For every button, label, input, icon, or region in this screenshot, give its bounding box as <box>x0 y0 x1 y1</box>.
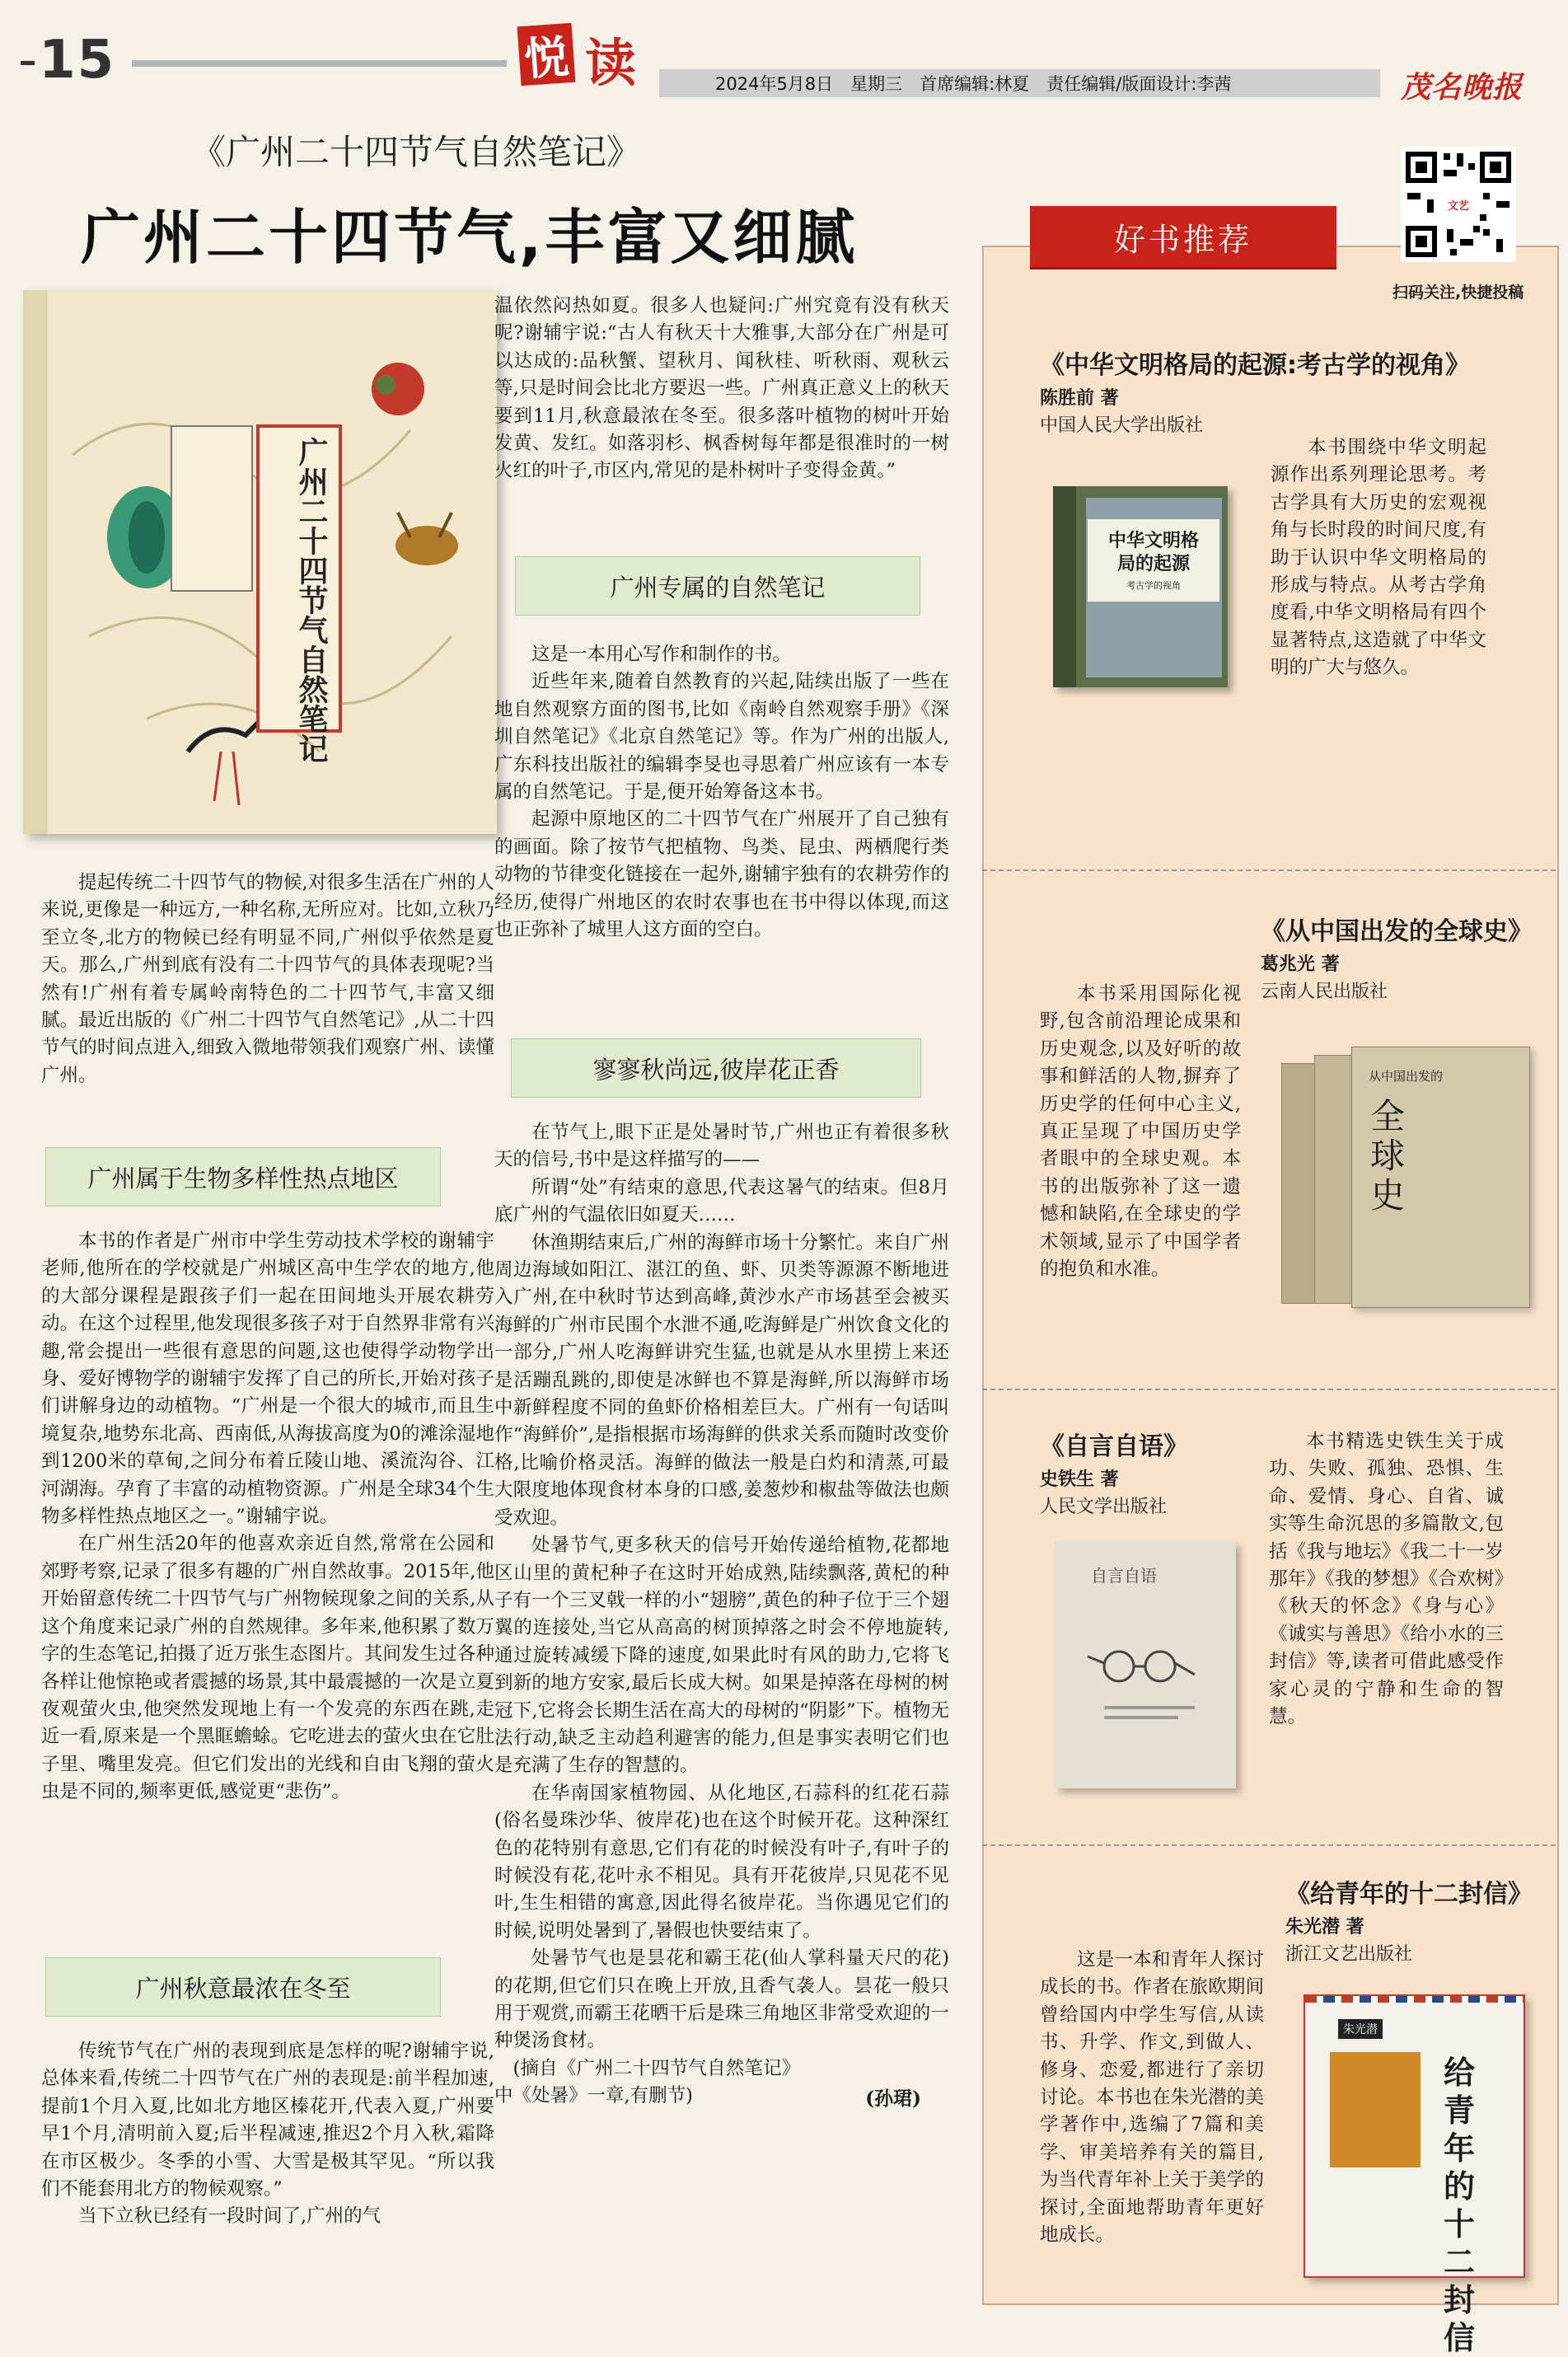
book-title: 《从中国出发的全球史》 <box>1261 917 1533 946</box>
article-column-2 <box>494 293 949 485</box>
section-char-2: 读 <box>584 32 636 93</box>
book-title: 《自言自语》 <box>1040 1432 1188 1461</box>
book-1-description: 本书围绕中华文明起源作出系列理论思考。考古学具有大历史的宏观视角与长时段的时间尺度,有助于认识中华文明格局的形成与特点。从考古学角度看,中华文明格局有四个显著特点,这造就了中华文明的广大与悠久。 <box>1271 437 1486 679</box>
article-column-1b <box>41 1228 494 1806</box>
book-publisher: 中国人民大学出版社 <box>1040 415 1204 436</box>
section-char-1: 悦 <box>517 23 576 86</box>
subheading-3: 广州专属的自然笔记 <box>515 556 920 616</box>
byline: (孙珺) <box>865 2087 921 2110</box>
article-paragraph: 近些年来,随着自然教育的兴起,陆续出版了一些在地自然观察方面的图书,比如《南岭自然观察手册》《深圳自然笔记》《北京自然笔记》等。作为广州的出版人,广东科技出版社的编辑李旻也寻思着广州应该有一本专属的自然笔记。于是,便开始筹备这本书。 <box>494 671 949 804</box>
book-1-meta <box>1040 344 1551 437</box>
divider <box>982 1389 1556 1390</box>
cover-illustration <box>23 290 497 834</box>
book-1-cover-title: 中华文明格局的起源 <box>1107 530 1199 574</box>
book-4-meta <box>1285 1873 1557 1966</box>
article-title: 广州二十四节气,丰富又细腻 <box>81 203 859 272</box>
source-note: (摘自《广州二十四节气自然笔记》中《处暑》一章,有删节) <box>494 2057 791 2107</box>
book-author: 陈胜前 著 <box>1040 388 1119 409</box>
sidebar-header: 好书推荐 <box>1030 206 1336 267</box>
book-3-description: 本书精选史铁生关于成功、失败、孤独、恐惧、生命、爱情、身心、自省、诚实等生命沉思的多篇散文,包括《我与地坛》《我二十一岁那年》《我的梦想》《合欢树》《秋天的怀念》《身与心》《诚实与善思》《给小水的三封信》等,读者可借此感受作家心灵的宁静和生命的智慧。 <box>1269 1431 1504 1728</box>
article-paragraph: 在广州生活20年的他喜欢亲近自然,常常在公园和郊野考察,记录了很多有趣的广州自然故事。2015年,他开始留意传统二十四节气与广州物候现象之间的关系,从这个角度来记录广州的自然规律。多年来,他积累了数万字的生态笔记,拍摄了近万张生态图片。其间发生过各种各样让他惊艳或者震撼的场景,其中最震撼的一次是立夏夜观萤火虫,他突然发现地上有一个发亮的东西在跳,走近一看,原来是一个黑眶蟾蜍。它吃进去的萤火虫在它肚子里、嘴里发亮。但它们发出的光线和自由飞翔的萤火虫是不同的,频率更低,感觉更“悲伤”。 <box>41 1533 494 1803</box>
book-4-cover-author: 朱光潜 <box>1338 2019 1383 2039</box>
book-4-cover <box>1304 1994 1525 2356</box>
article-paragraph: 处暑节气也是昙花和霸王花(仙人掌科量天尺的花)的花期,但它们只在晚上开放,且香气袭人。昙花一般只用于观赏,而霸王花晒干后是珠三角地区非常受欢迎的一种煲汤食材。 <box>494 1947 949 2052</box>
article-paragraph: 在华南国家植物园、从化地区,石蒜科的红花石蒜(俗名曼珠沙华、彼岸花)也在这个时候开花。这种深红色的花特别有意思,它们有花的时候没有叶子,有叶子的时候没有花,花叶永不相见。具有开花彼岸,只见花不见叶,生生相错的寓意,因此得名彼岸花。当你遇见它们的时候,说明处暑到了,暑假也快要结束了。 <box>494 1782 949 1942</box>
article-paragraph: 当下立秋已经有一段时间了,广州的气 <box>78 2205 381 2228</box>
book-1-cover-sub: 考古学的视角 <box>1126 580 1181 591</box>
book-4-description: 这是一本和青年人探讨成长的书。作者在旅欧期间曾给国内中学生写信,从读书、升学、作文,到做人、修身、恋爱,都进行了亲切讨论。本书也在朱光潜的美学著作中,选编了7篇和美学、审美培养有关的篇目,为当代青年补上关于美学的探讨,全面地帮助青年更好地成长。 <box>1040 1949 1264 2247</box>
subheading-4: 寥寥秋尚远,彼岸花正香 <box>511 1038 921 1098</box>
subheading-2: 广州秋意最浓在冬至 <box>45 1957 441 2017</box>
qr-code[interactable] <box>1401 147 1516 262</box>
article-paragraph: 这是一本用心写作和制作的书。 <box>531 644 792 665</box>
book-publisher: 人民文学出版社 <box>1040 1497 1168 1517</box>
page-number: -15 <box>18 30 116 91</box>
article-column-1c <box>41 2038 494 2231</box>
qr-caption: 扫码关注,快捷投稿 <box>1392 283 1524 302</box>
article-column-2b <box>494 641 949 944</box>
book-publisher: 浙江文艺出版社 <box>1285 1944 1413 1965</box>
article-paragraph: 处暑节气,更多秋天的信号开始传递给植物,花都地区山里的黄杞种子在这时开始成熟,陆续飘落,黄杞的种子有一个三叉戟一样的小“翅膀”,黄色的种子位于三个翅翼的连接处,当它从高高的树顶掉落之时会不停地旋转,通过旋转减缓下降的速度,如果此时有风的助力,它将飞到新的地方安家,最后长成大树。如果是掉落在母树的树冠下,它将会长期生活在高大的母树的“阴影”下。植物无法行动,缺乏主动趋利避害的能力,但是事实表明它们也是充满了生存的智慧的。 <box>494 1535 949 1777</box>
book-title: 《给青年的十二封信》 <box>1285 1880 1533 1909</box>
qr-center-text: 文艺 <box>1447 199 1469 213</box>
book-2-cover <box>1281 1047 1528 1310</box>
article-column-2c <box>494 1119 949 2111</box>
article-paragraph: 传统节气在广州的表现到底是怎样的呢?谢辅宇说,总体来看,传统二十四节气在广州的表现是:前半程加速,提前1个月入夏,比如北方地区榛花开,代表入夏,广州要早1个月,清明前入夏;后半程减速,推迟2个月入秋,霜降在市区极少。冬季的小雪、大雪是极其罕见。“所以我们不能套用北方的物候观察。” <box>41 2041 494 2200</box>
book-author: 朱光潜 著 <box>1285 1917 1364 1938</box>
article-column-1 <box>41 869 494 1089</box>
article-paragraph: 所谓“处”有结束的意思,代表这暑气的结束。但8月底广州的气温依旧如夏天…… <box>494 1176 949 1226</box>
divider <box>982 1844 1556 1846</box>
book-title: 《中华文明格局的起源:考古学的视角》 <box>1040 351 1470 380</box>
header-info-bar <box>659 69 1380 97</box>
book-2-description: 本书采用国际化视野,包含前沿理论成果和历史观念,以及好听的故事和鲜活的人物,摒弃了历史学的任何中心主义,真正呈现了中国历史学者眼中的全球史观。本书的出版弥补了这一遗憾和缺陷,在全球史的学术领域,显示了中国学者的抱负和水准。 <box>1040 983 1241 1281</box>
subheading-1: 广州属于生物多样性热点地区 <box>45 1147 441 1207</box>
article-paragraph: 在节气上,眼下正是处暑时节,广州也正有着很多秋天的信号,书中是这样描写的—— <box>494 1122 949 1171</box>
book-author: 葛兆光 著 <box>1261 954 1340 975</box>
book-2-cover-title: 全球史 <box>1370 1096 1406 1216</box>
glasses-icon <box>1055 1541 1236 1788</box>
cover-vertical-title: 广州二十四节气自然笔记 <box>294 437 329 763</box>
book-author: 史铁生 著 <box>1040 1469 1119 1490</box>
article-paragraph: 本书的作者是广州市中学生劳动技术学校的谢辅宇老师,他所在的学校就是广州城区高中生学农的地方,他的大部分课程是跟孩子们一起在田间地头开展农耕劳动。在这个过程里,他发现很多孩子对于自然界非常有兴趣,常会提出一些很有意思的问题,这也使得学动物学出身、爱好博物学的谢辅宇发挥了自己的所长,开始对孩子们讲解身边的动植物。“广州是一个很大的城市,而且生境复杂,地势东北高、西南低,从海拔高度为0的滩涂湿地到1200米的草甸,之间分布着丘陵山地、溪流沟谷、江河湖海。孕育了丰富的动植物资源。广州是全球34个生物多样性热点地区之一。”谢辅宇说。 <box>41 1230 494 1528</box>
book-2-meta <box>1261 911 1557 1003</box>
book-4-cover-title: 给青年的十二封信 <box>1444 2054 1476 2356</box>
divider <box>982 869 1556 871</box>
article-paragraph: 休渔期结束后,广州的海鲜市场十分繁忙。来自广州周边海域如阳江、湛江的鱼、虾、贝类等源源不断地进入广州,在中秋时节达到高峰,黄沙水产市场甚至会被买海鲜的广州市民围个水泄不通,吃海鲜是广州饮食文化的一部分,广州人吃海鲜讲究生猛,也就是从水里捞上来还是活蹦乱跳的,即使是冰鲜也不算是海鲜,所以海鲜市场中新鲜程度不同的鱼虾价格相差巨大。广州有一句话叫作“海鲜价”,是指根据市场海鲜的供求关系而随时改变价格,比喻价格灵活。海鲜的做法一般是白灼和清蒸,可最大限度地体现食材本身的口感,姜葱炒和椒盐等做法也颇受欢迎。 <box>494 1231 949 1529</box>
header-rule-left <box>132 60 507 67</box>
article-paragraph: 起源中原地区的二十四节气在广州展开了自己独有的画面。除了按节气把植物、鸟类、昆虫、两栖爬行类动物的节律变化链接在一起外,谢辅宇独有的农耕劳作的经历,使得广州地区的农时农事也在书中得以体现,而这也正弥补了城里人这方面的空白。 <box>494 808 949 941</box>
book-3-cover <box>1055 1541 1236 1788</box>
book-publisher: 云南人民出版社 <box>1261 982 1388 1002</box>
book-3-cover-title: 自言自语 <box>1091 1566 1157 1586</box>
header-info: 2024年5月8日 星期三 首席编辑:林夏 责任编辑/版面设计:李茜 <box>715 74 1232 94</box>
paper-logo: 茂名晚报 <box>1401 70 1524 105</box>
article-subtitle: 《广州二十四节气自然笔记》 <box>191 132 642 172</box>
book-cover-image <box>23 290 497 834</box>
book-2-cover-sub: 从中国出发的 <box>1369 1069 1444 1084</box>
article-paragraph: 提起传统二十四节气的物候,对很多生活在广州的人来说,更像是一种远方,一种名称,无所应对。比如,立秋乃至立冬,北方的物候已经有明显不同,广州似乎依然是夏天。那么,广州到底有没有二十四节气的具体表现呢?当然有!广州有着专属岭南特色的二十四节气,丰富又细腻。最近出版的《广州二十四节气自然笔记》,从二十四节气的时间点进入,细致入微地带领我们观察广州、读懂广州。 <box>41 872 494 1086</box>
article-paragraph: 温依然闷热如夏。很多人也疑问:广州究竟有没有秋天呢?谢辅宇说:“古人有秋天十大雅事,大部分在广州是可以达成的:品秋蟹、望秋月、闻秋桂、听秋雨、观秋云等,只是时间会比北方要迟一些。广州真正意义上的秋天要到11月,秋意最浓在冬至。很多落叶植物的树叶开始发黄、发红。如落羽杉、枫香树每年都是很准时的一树火红的叶子,市区内,常见的是朴树叶子变得金黄。” <box>494 295 949 482</box>
book-1-cover <box>1053 486 1228 687</box>
